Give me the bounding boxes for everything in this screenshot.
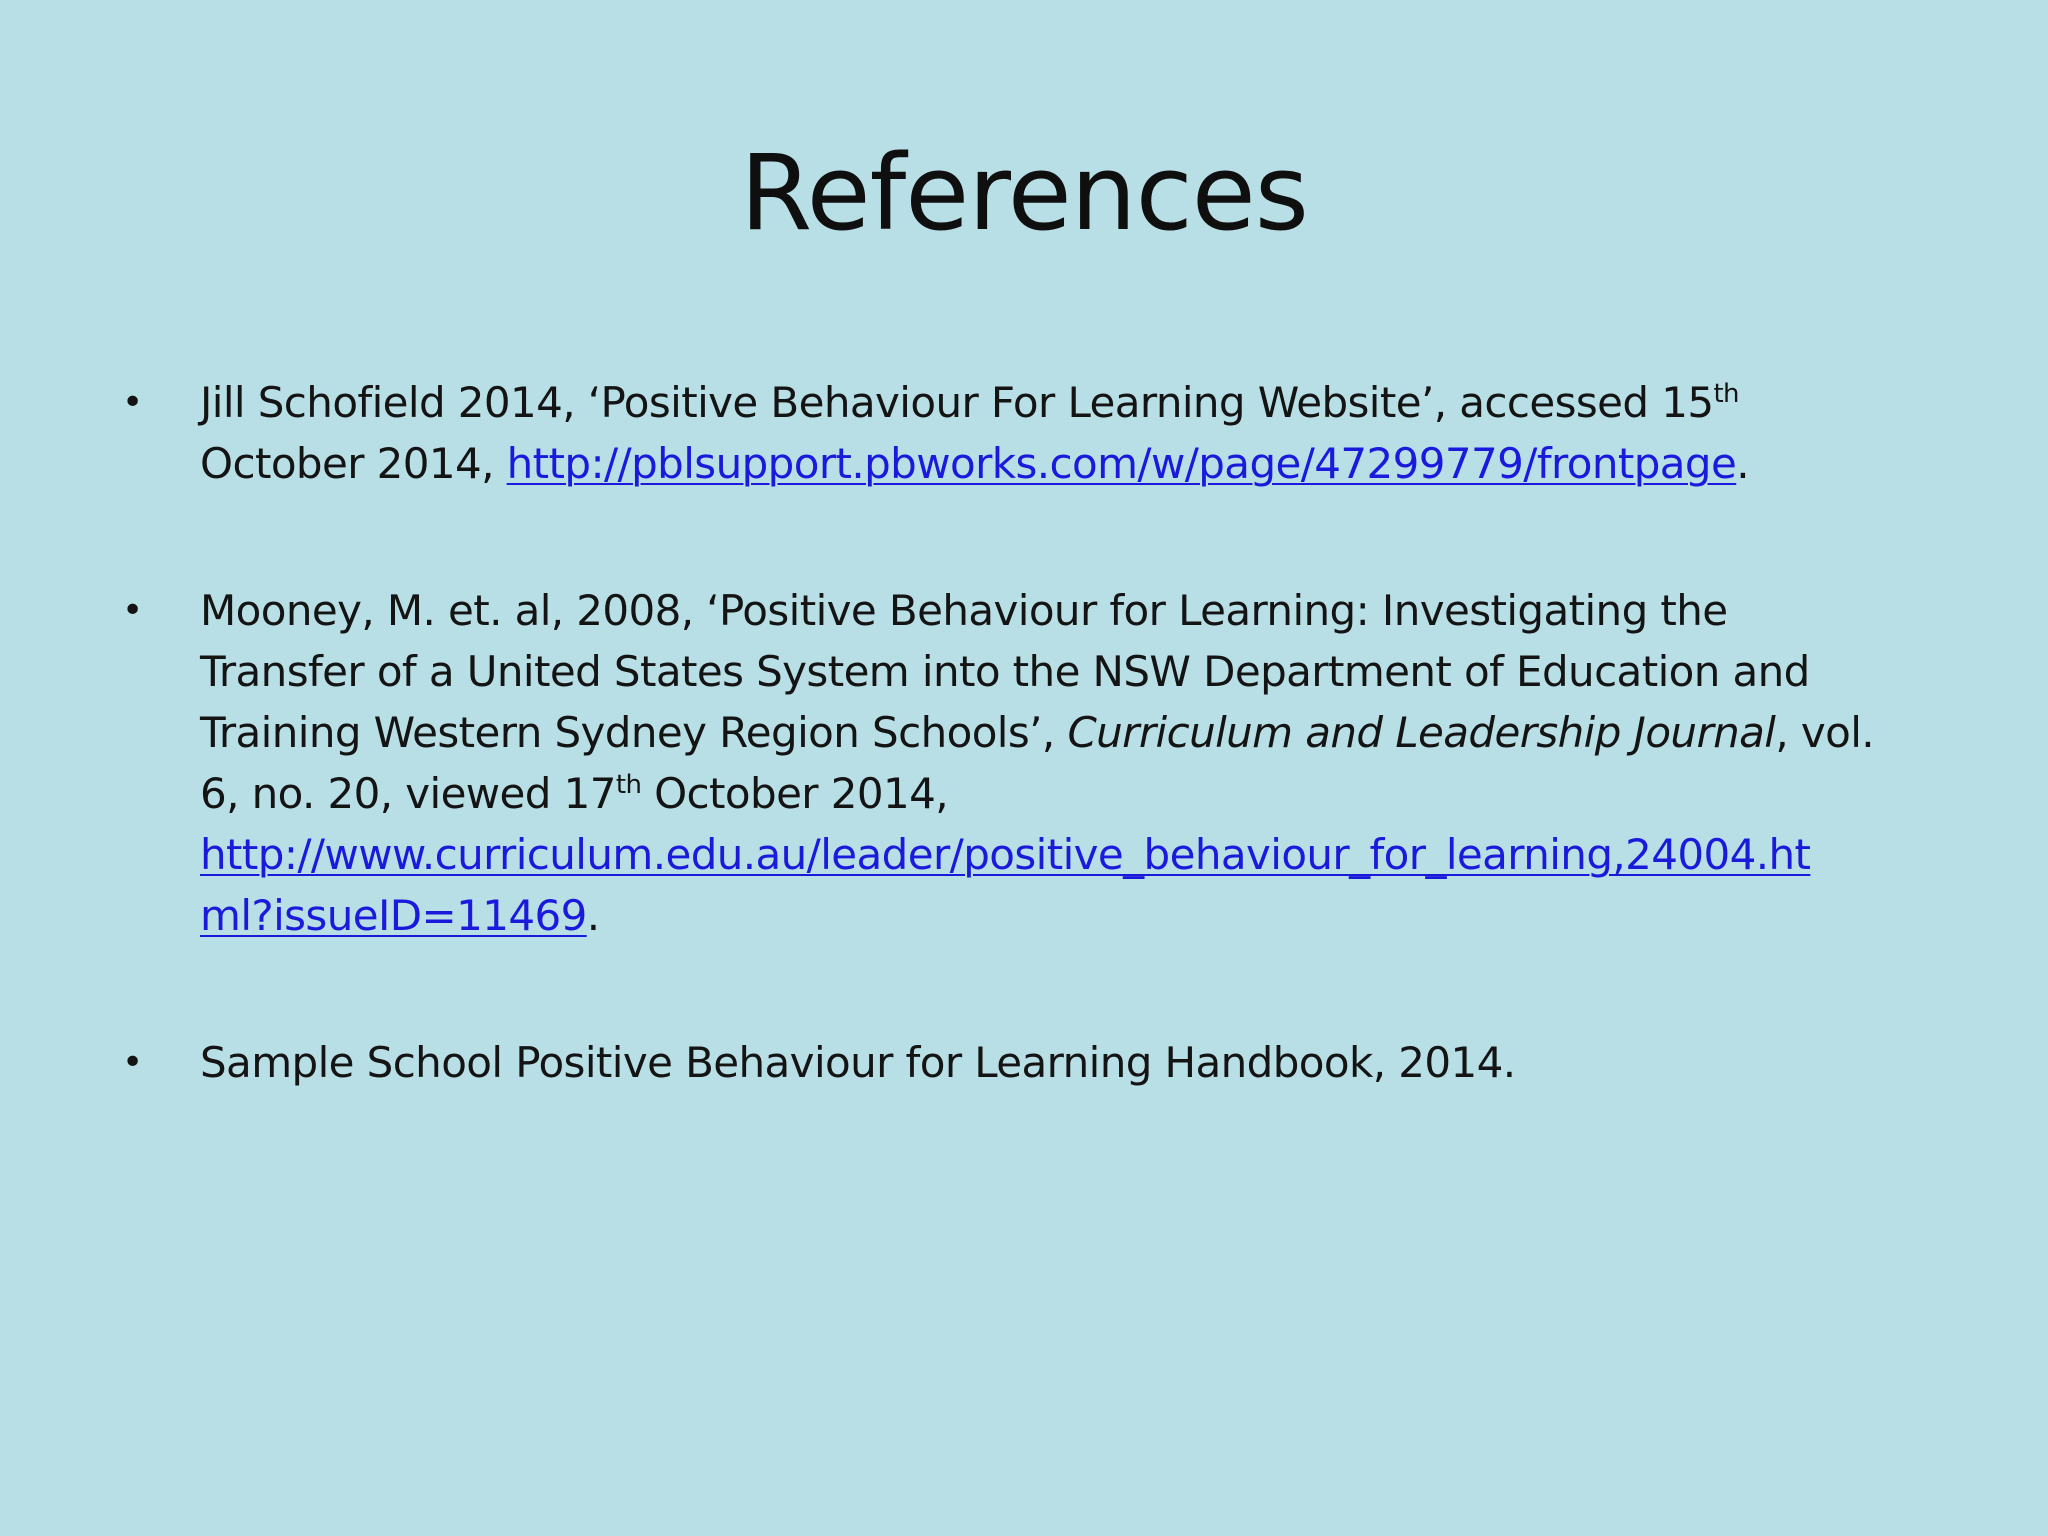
ref-url-link-part-1[interactable]: http://www.curriculum.edu.au/leader/positive_behaviour_for_learning,24004.ht	[200, 830, 1811, 879]
reference-list	[122, 372, 1900, 1093]
bullet-icon: •	[122, 590, 143, 631]
ref-journal: Curriculum and Leadership Journal	[1067, 708, 1776, 757]
ref-accessed-sup: th	[1713, 379, 1739, 409]
ref-line-3-pre: Training Western Sydney Region Schools’,	[200, 708, 1055, 757]
ref-line-2: Transfer of a United States System into the NSW Department of Education and	[200, 647, 1810, 696]
bullet-icon: •	[122, 382, 143, 423]
ref-line-3-post: , vol.	[1775, 708, 1875, 757]
ref-accessed-label: accessed 15	[1459, 378, 1714, 427]
bullet-icon: •	[122, 1042, 143, 1083]
ref-line-4-post: October 2014,	[641, 769, 948, 818]
reference-item-1	[122, 372, 1900, 494]
ref-trailing-period: .	[1736, 439, 1749, 488]
ref-line-4-pre: 6, no. 20, viewed 17	[200, 769, 616, 818]
ref-line-4-sup: th	[615, 770, 642, 800]
ref-trailing-period: .	[586, 891, 600, 940]
ref-author-year: Jill Schofield 2014,	[200, 378, 576, 427]
ref-title: ‘Positive Behaviour For Learning Website’,	[587, 378, 1447, 427]
ref-accessed-rest: October 2014,	[200, 439, 494, 488]
ref-url-link-part-2[interactable]: ml?issueID=11469	[200, 891, 587, 940]
ref-line-1: Mooney, M. et. al, 2008, ‘Positive Behaviour for Learning: Investigating the	[200, 586, 1728, 635]
reference-item-2	[122, 580, 1900, 946]
ref-text: Sample School Positive Behaviour for Learning Handbook, 2014.	[200, 1038, 1516, 1087]
slide-title: References	[740, 132, 1308, 254]
reference-item-3	[122, 1032, 1900, 1093]
ref-url-link[interactable]: http://pblsupport.pbworks.com/w/page/47299779/frontpage	[506, 439, 1737, 488]
